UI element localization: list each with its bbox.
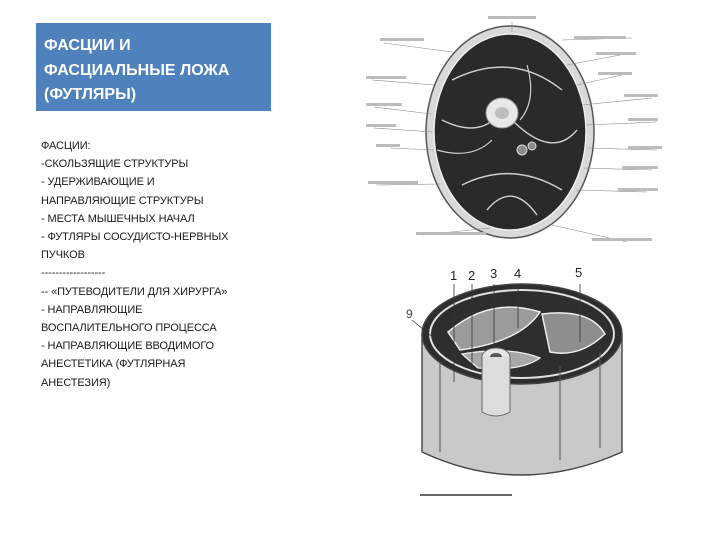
title-line-3: (ФУТЛЯРЫ) bbox=[44, 86, 137, 103]
body-line: - УДЕРЖИВАЮЩИЕ И bbox=[41, 176, 155, 189]
figure-label-5: 5 bbox=[575, 265, 583, 280]
body-line: -СКОЛЬЗЯЩИЕ СТРУКТУРЫ bbox=[41, 158, 189, 171]
body-line: ------------------ bbox=[41, 267, 106, 280]
body-line: -- «ПУТЕВОДИТЕЛИ ДЛЯ ХИРУРГА» bbox=[41, 285, 228, 298]
body-line: - НАПРАВЛЯЮЩИЕ ВВОДИМОГО bbox=[41, 340, 215, 353]
cross-section-image bbox=[362, 10, 666, 248]
figure-label-4: 4 bbox=[514, 266, 522, 281]
figure-label-3: 3 bbox=[490, 266, 498, 281]
figure-label-2: 2 bbox=[468, 268, 476, 283]
body-line: - МЕСТА МЫШЕЧНЫХ НАЧАЛ bbox=[41, 212, 195, 225]
block-figure bbox=[400, 262, 652, 498]
body-line: НАПРАВЛЯЮЩИЕ СТРУКТУРЫ bbox=[41, 194, 204, 207]
body-line: АНЕСТЕЗИЯ) bbox=[41, 376, 111, 389]
body-line: ФАСЦИИ: bbox=[41, 140, 91, 152]
body-text bbox=[41, 137, 281, 392]
block-image bbox=[400, 262, 652, 498]
body-line: - НАПРАВЛЯЮЩИЕ bbox=[41, 303, 143, 316]
title-line-1: ФАСЦИИ И bbox=[44, 37, 131, 54]
title-box bbox=[36, 23, 271, 111]
figure-label-1: 1 bbox=[450, 268, 458, 283]
body-line: ВОСПАЛИТЕЛЬНОГО ПРОЦЕССА bbox=[41, 322, 217, 335]
body-line: ПУЧКОВ bbox=[41, 249, 85, 262]
body-line: АНЕСТЕТИКА (ФУТЛЯРНАЯ bbox=[41, 358, 186, 371]
figure-label-9: 9 bbox=[406, 307, 413, 321]
title-line-2: ФАСЦИАЛЬНЫЕ ЛОЖА bbox=[44, 61, 230, 79]
body-line: - ФУТЛЯРЫ СОСУДИСТО-НЕРВНЫХ bbox=[41, 231, 229, 244]
cross-section-figure bbox=[362, 10, 666, 248]
